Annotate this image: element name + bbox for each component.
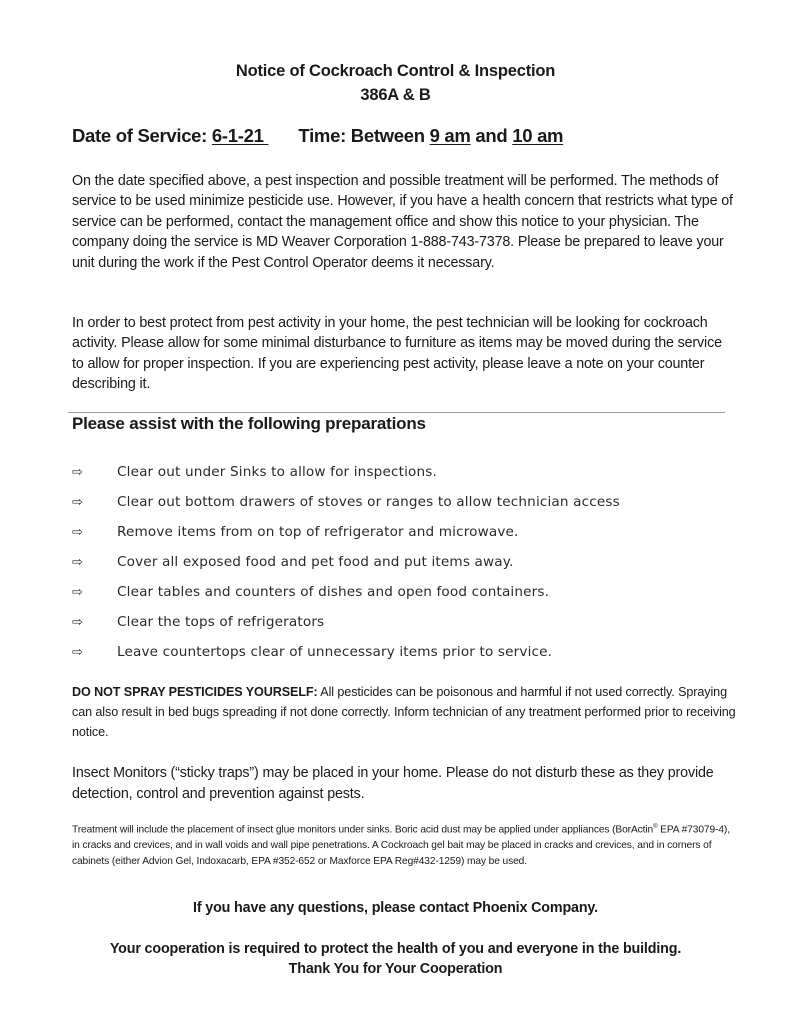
- treatment-details: Treatment will include the placement of insect glue monitors under sinks. Boric acid dust may be applied under appliances (BorActin® EPA #73079-4), in cracks and crevices, and in wall voids and wall pipe penetrations. A Cockroach gel bait may be placed in cracks and crevices, and in corners of cabinets (either Advion Gel, Indoxacarb, EPA #352-652 or Maxforce EPA Reg#432-1259) may be used.: [72, 824, 730, 867]
- right-arrow-outline-icon: ⇨: [72, 584, 83, 600]
- notice-title: Notice of Cockroach Control & Inspection: [235, 62, 556, 80]
- right-arrow-outline-icon: ⇨: [72, 554, 83, 570]
- time-and: and: [475, 125, 508, 146]
- service-schedule: [72, 125, 563, 147]
- right-arrow-outline-icon: ⇨: [72, 614, 83, 630]
- warning-text: All pesticides can be poisonous and harmful if not used correctly. Spraying can also result in bed bugs spreading if not done correctly. Inform technician of any treatment performed prior to receiving notice.: [72, 685, 736, 739]
- right-arrow-outline-icon: ⇨: [72, 464, 83, 480]
- preparation-text: Leave countertops clear of unnecessary items prior to service.: [117, 644, 553, 660]
- thank-you-text: Thank You for Your Cooperation: [288, 961, 503, 977]
- preparation-text: Remove items from on top of refrigerator and microwave.: [117, 524, 519, 540]
- cooperation-block: [0, 939, 791, 979]
- list-item: [72, 457, 620, 487]
- preparations-heading: Please assist with the following preparations: [72, 414, 426, 433]
- pesticide-warning: [72, 682, 737, 742]
- preparations-list: [72, 457, 620, 667]
- intro-paragraph: On the date specified above, a pest inspection and possible treatment will be performed. The methods of service to be used minimize pesticide use. However, if you have a health concern that restricts what type of service can be performed, contact the management office and show this notice to your physician. The company doing the service is MD Weaver Corporation 1-888-743-7378. Please be prepared to leave your unit during the work if the Pest Control Operator deems it necessary.: [72, 173, 733, 271]
- preparation-text: Clear out bottom drawers of stoves or ranges to allow technician access: [117, 494, 620, 510]
- right-arrow-outline-icon: ⇨: [72, 644, 83, 660]
- time-end: 10 am: [512, 125, 564, 146]
- preparation-text: Clear tables and counters of dishes and open food containers.: [117, 584, 550, 600]
- preparation-text: Clear the tops of refrigerators: [117, 614, 325, 630]
- list-item: [72, 487, 620, 517]
- units-label: 386A & B: [360, 86, 431, 104]
- section-divider: [68, 412, 725, 413]
- preparation-text: Cover all exposed food and pet food and put items away.: [117, 554, 514, 570]
- right-arrow-outline-icon: ⇨: [72, 524, 83, 540]
- list-item: [72, 637, 620, 667]
- protect-paragraph: In order to best protect from pest activity in your home, the pest technician will be looking for cockroach activity. Please allow for some minimal disturbance to furniture as items may be moved during the service to allow for proper inspection. If you are experiencing pest activity, please leave a note on your counter describing it.: [72, 315, 722, 393]
- time-start: 9 am: [429, 125, 471, 146]
- right-arrow-outline-icon: ⇨: [72, 494, 83, 510]
- time-label: Time: Between: [298, 125, 425, 146]
- list-item: [72, 577, 620, 607]
- registered-mark: ®: [653, 824, 658, 830]
- date-label: Date of Service:: [72, 125, 208, 146]
- list-item: [72, 607, 620, 637]
- warning-label: DO NOT SPRAY PESTICIDES YOURSELF:: [72, 685, 318, 699]
- contact-line: If you have any questions, please contact Phoenix Company.: [193, 900, 598, 916]
- insect-monitors-note: Insect Monitors (“sticky traps”) may be placed in your home. Please do not disturb these as they provide detection, control and prevention against pests.: [72, 765, 714, 802]
- cooperation-text: Your cooperation is required to protect the health of you and everyone in the building.: [109, 941, 682, 957]
- list-item: [72, 517, 620, 547]
- preparation-text: Clear out under Sinks to allow for inspections.: [117, 464, 437, 480]
- date-value: 6-1-21: [211, 125, 264, 146]
- list-item: [72, 547, 620, 577]
